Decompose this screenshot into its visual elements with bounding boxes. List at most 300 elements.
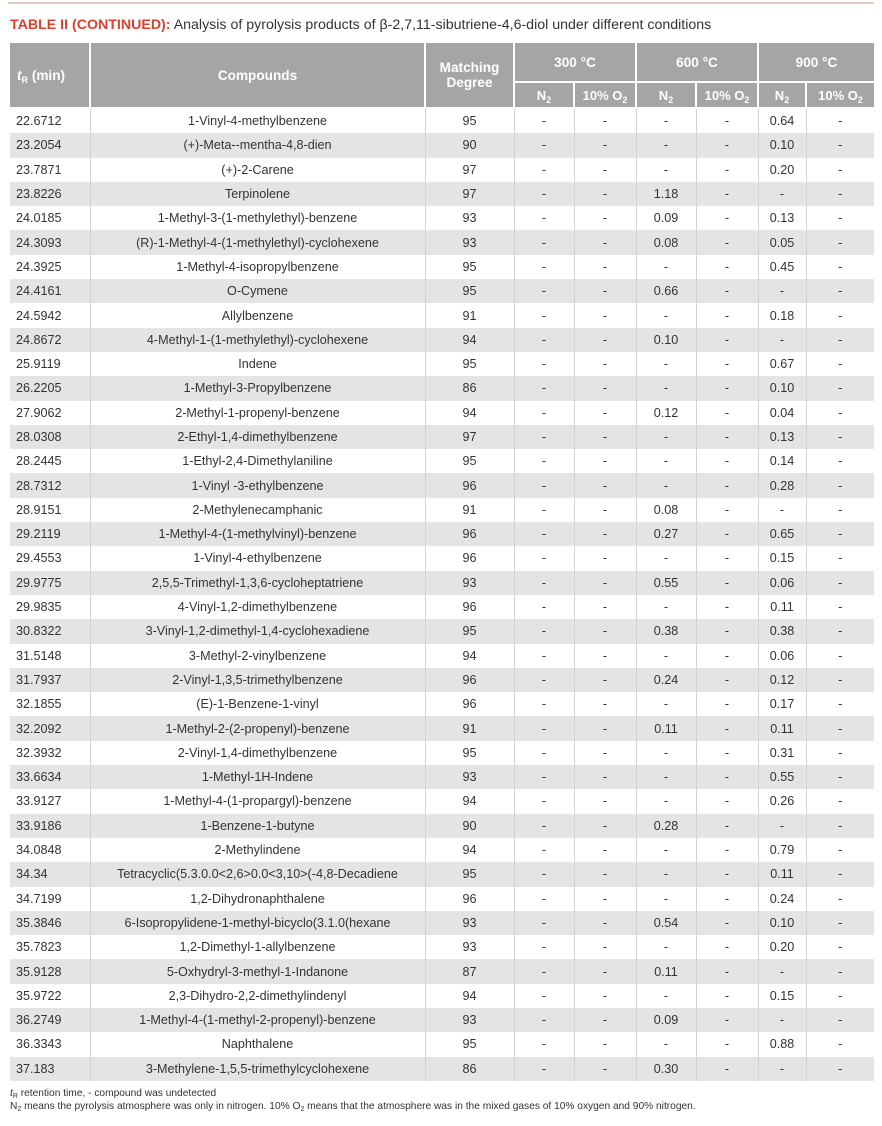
cell-600-o2: -	[696, 644, 758, 668]
table-row	[10, 352, 874, 376]
subheader-900-n2	[758, 82, 806, 108]
table-row	[10, 158, 874, 182]
cell-900-n2: 0.11	[758, 595, 806, 619]
cell-600-o2: -	[696, 741, 758, 765]
cell-matching-degree: 86	[425, 1057, 514, 1081]
cell-900-o2: -	[806, 182, 874, 206]
cell-600-n2: 0.55	[636, 571, 696, 595]
cell-matching-degree: 95	[425, 449, 514, 473]
cell-900-o2: -	[806, 255, 874, 279]
cell-retention-time: 29.9835	[10, 595, 90, 619]
cell-300-o2: -	[574, 862, 636, 886]
cell-900-n2: 0.45	[758, 255, 806, 279]
table-row	[10, 644, 874, 668]
fn-line2-text-a: means the pyrolysis atmosphere was only in nitrogen. 10% O	[21, 1101, 301, 1112]
cell-300-n2: -	[514, 911, 574, 935]
cell-900-o2: -	[806, 887, 874, 911]
cell-retention-time: 24.8672	[10, 328, 90, 352]
cell-300-o2: -	[574, 814, 636, 838]
matching-line2: Degree	[446, 75, 493, 90]
cell-compound: 1-Vinyl -3-ethylbenzene	[90, 473, 425, 497]
cell-300-o2: -	[574, 935, 636, 959]
cell-retention-time: 24.3093	[10, 230, 90, 254]
table-row	[10, 595, 874, 619]
cell-retention-time: 33.9127	[10, 789, 90, 813]
cell-retention-time: 24.3925	[10, 255, 90, 279]
cell-600-o2: -	[696, 765, 758, 789]
cell-900-n2: 0.20	[758, 158, 806, 182]
table-row	[10, 328, 874, 352]
cell-retention-time: 27.9062	[10, 401, 90, 425]
cell-600-o2: -	[696, 571, 758, 595]
cell-compound: 2,5,5-Trimethyl-1,3,6-cycloheptatriene	[90, 571, 425, 595]
cell-300-n2: -	[514, 473, 574, 497]
cell-retention-time: 31.5148	[10, 644, 90, 668]
cell-900-o2: -	[806, 1057, 874, 1081]
cell-600-n2: -	[636, 862, 696, 886]
table-row	[10, 571, 874, 595]
cell-600-o2: -	[696, 984, 758, 1008]
cell-600-o2: -	[696, 182, 758, 206]
cell-matching-degree: 93	[425, 765, 514, 789]
cell-compound: 1-Vinyl-4-ethylbenzene	[90, 546, 425, 570]
cell-300-o2: -	[574, 595, 636, 619]
cell-600-n2: 0.11	[636, 959, 696, 983]
cell-900-o2: -	[806, 935, 874, 959]
cell-600-o2: -	[696, 1032, 758, 1056]
header-compounds: Compounds	[90, 43, 425, 108]
cell-matching-degree: 96	[425, 473, 514, 497]
cell-300-n2: -	[514, 741, 574, 765]
cell-retention-time: 23.8226	[10, 182, 90, 206]
cell-300-n2: -	[514, 1008, 574, 1032]
cell-600-o2: -	[696, 352, 758, 376]
cell-retention-time: 24.0185	[10, 206, 90, 230]
table-row	[10, 765, 874, 789]
table-body	[10, 108, 874, 1081]
subheader-base: 10% O	[818, 87, 858, 103]
table-row	[10, 1008, 874, 1032]
cell-retention-time: 26.2205	[10, 376, 90, 400]
table-row	[10, 1057, 874, 1081]
cell-compound: Naphthalene	[90, 1032, 425, 1056]
cell-compound: (E)-1-Benzene-1-vinyl	[90, 692, 425, 716]
cell-900-n2: 0.10	[758, 911, 806, 935]
cell-300-n2: -	[514, 133, 574, 157]
cell-600-o2: -	[696, 1008, 758, 1032]
cell-900-n2: 0.79	[758, 838, 806, 862]
table-row	[10, 887, 874, 911]
cell-600-o2: -	[696, 716, 758, 740]
cell-600-o2: -	[696, 814, 758, 838]
table-row	[10, 789, 874, 813]
cell-300-o2: -	[574, 133, 636, 157]
fn-tr-symbol: t	[10, 1088, 13, 1099]
cell-300-o2: -	[574, 401, 636, 425]
cell-compound: 1-Vinyl-4-methylbenzene	[90, 108, 425, 133]
cell-300-o2: -	[574, 838, 636, 862]
cell-300-n2: -	[514, 303, 574, 327]
cell-600-o2: -	[696, 887, 758, 911]
cell-600-o2: -	[696, 425, 758, 449]
cell-900-n2: -	[758, 959, 806, 983]
cell-retention-time: 23.7871	[10, 158, 90, 182]
cell-900-n2: -	[758, 814, 806, 838]
cell-900-o2: -	[806, 522, 874, 546]
cell-300-n2: -	[514, 595, 574, 619]
cell-matching-degree: 95	[425, 279, 514, 303]
cell-900-o2: -	[806, 838, 874, 862]
cell-300-o2: -	[574, 328, 636, 352]
cell-retention-time: 35.9722	[10, 984, 90, 1008]
cell-600-n2: 0.12	[636, 401, 696, 425]
cell-matching-degree: 97	[425, 425, 514, 449]
subheader-base: 10% O	[582, 87, 623, 103]
cell-600-o2: -	[696, 206, 758, 230]
cell-600-n2: -	[636, 108, 696, 133]
cell-900-o2: -	[806, 206, 874, 230]
cell-300-n2: -	[514, 935, 574, 959]
subheader-600-o2	[696, 82, 758, 108]
cell-300-o2: -	[574, 1008, 636, 1032]
cell-900-o2: -	[806, 473, 874, 497]
cell-retention-time: 35.3846	[10, 911, 90, 935]
table-row	[10, 692, 874, 716]
cell-300-o2: -	[574, 206, 636, 230]
cell-600-n2: 0.09	[636, 1008, 696, 1032]
cell-compound: Allylbenzene	[90, 303, 425, 327]
table-row	[10, 255, 874, 279]
cell-retention-time: 34.7199	[10, 887, 90, 911]
cell-compound: 1-Methyl-1H-Indene	[90, 765, 425, 789]
cell-300-o2: -	[574, 522, 636, 546]
table-row	[10, 206, 874, 230]
cell-600-o2: -	[696, 498, 758, 522]
cell-300-n2: -	[514, 887, 574, 911]
cell-900-n2: 0.88	[758, 1032, 806, 1056]
table-row	[10, 425, 874, 449]
cell-300-o2: -	[574, 668, 636, 692]
cell-compound: 1-Methyl-2-(2-propenyl)-benzene	[90, 716, 425, 740]
cell-300-n2: -	[514, 838, 574, 862]
cell-900-o2: -	[806, 595, 874, 619]
cell-900-n2: 0.28	[758, 473, 806, 497]
cell-600-n2: 0.54	[636, 911, 696, 935]
cell-matching-degree: 90	[425, 814, 514, 838]
cell-300-o2: -	[574, 1057, 636, 1081]
cell-900-n2: 0.26	[758, 789, 806, 813]
cell-300-o2: -	[574, 352, 636, 376]
cell-compound: 1-Methyl-4-(1-methylvinyl)-benzene	[90, 522, 425, 546]
cell-600-n2: 0.08	[636, 230, 696, 254]
cell-compound: 3-Methylene-1,5,5-trimethylcyclohexene	[90, 1057, 425, 1081]
cell-900-o2: -	[806, 984, 874, 1008]
cell-600-o2: -	[696, 595, 758, 619]
cell-600-n2: -	[636, 935, 696, 959]
cell-300-n2: -	[514, 425, 574, 449]
cell-600-o2: -	[696, 619, 758, 643]
cell-compound: Indene	[90, 352, 425, 376]
footnote-retention	[10, 1087, 876, 1100]
fn-tr-sub: R	[12, 1093, 18, 1100]
cell-retention-time: 33.6634	[10, 765, 90, 789]
cell-compound: 2,3-Dihydro-2,2-dimethylindenyl	[90, 984, 425, 1008]
cell-600-o2: -	[696, 959, 758, 983]
cell-900-n2: 0.10	[758, 376, 806, 400]
cell-retention-time: 34.0848	[10, 838, 90, 862]
cell-compound: 1-Methyl-3-Propylbenzene	[90, 376, 425, 400]
cell-retention-time: 22.6712	[10, 108, 90, 133]
cell-900-o2: -	[806, 741, 874, 765]
cell-300-n2: -	[514, 789, 574, 813]
cell-900-n2: 0.24	[758, 887, 806, 911]
cell-300-o2: -	[574, 473, 636, 497]
header-temp-300: 300 °C	[514, 43, 636, 82]
cell-900-n2: 0.64	[758, 108, 806, 133]
cell-matching-degree: 94	[425, 984, 514, 1008]
cell-600-o2: -	[696, 230, 758, 254]
cell-300-n2: -	[514, 108, 574, 133]
table-row	[10, 376, 874, 400]
cell-600-o2: -	[696, 862, 758, 886]
cell-compound: 1-Ethyl-2,4-Dimethylaniline	[90, 449, 425, 473]
cell-matching-degree: 97	[425, 182, 514, 206]
cell-compound: 1,2-Dimethyl-1-allylbenzene	[90, 935, 425, 959]
cell-300-n2: -	[514, 279, 574, 303]
cell-900-o2: -	[806, 376, 874, 400]
cell-300-o2: -	[574, 692, 636, 716]
cell-300-o2: -	[574, 644, 636, 668]
cell-600-n2: 0.27	[636, 522, 696, 546]
cell-matching-degree: 95	[425, 862, 514, 886]
cell-900-n2: 0.13	[758, 425, 806, 449]
cell-600-o2: -	[696, 108, 758, 133]
subheader-sub: 2	[546, 94, 552, 105]
cell-matching-degree: 95	[425, 352, 514, 376]
cell-300-n2: -	[514, 206, 574, 230]
cell-600-n2: 0.24	[636, 668, 696, 692]
cell-900-n2: 0.67	[758, 352, 806, 376]
fn-o-sub: 2	[300, 1106, 305, 1113]
cell-600-n2: -	[636, 133, 696, 157]
cell-300-o2: -	[574, 765, 636, 789]
cell-300-n2: -	[514, 1032, 574, 1056]
cell-300-o2: -	[574, 255, 636, 279]
cell-compound: (+)-2-Carene	[90, 158, 425, 182]
cell-retention-time: 32.2092	[10, 716, 90, 740]
cell-900-n2: 0.13	[758, 206, 806, 230]
cell-retention-time: 32.1855	[10, 692, 90, 716]
cell-300-n2: -	[514, 814, 574, 838]
subheader-300-o2	[574, 82, 636, 108]
subheader-base: N	[774, 87, 785, 103]
cell-300-o2: -	[574, 498, 636, 522]
cell-600-n2: -	[636, 449, 696, 473]
cell-600-o2: -	[696, 376, 758, 400]
tr-unit: (min)	[31, 67, 66, 83]
cell-matching-degree: 94	[425, 328, 514, 352]
cell-600-o2: -	[696, 546, 758, 570]
cell-retention-time: 25.9119	[10, 352, 90, 376]
cell-matching-degree: 94	[425, 838, 514, 862]
cell-retention-time: 29.9775	[10, 571, 90, 595]
cell-600-n2: -	[636, 352, 696, 376]
cell-matching-degree: 93	[425, 571, 514, 595]
cell-compound: 3-Methyl-2-vinylbenzene	[90, 644, 425, 668]
cell-900-n2: 0.15	[758, 984, 806, 1008]
footnote-atmosphere	[10, 1100, 876, 1113]
cell-900-o2: -	[806, 498, 874, 522]
table-row	[10, 838, 874, 862]
cell-600-o2: -	[696, 838, 758, 862]
cell-900-n2: 0.11	[758, 862, 806, 886]
cell-compound: 2-Ethyl-1,4-dimethylbenzene	[90, 425, 425, 449]
cell-900-n2: -	[758, 1057, 806, 1081]
cell-300-n2: -	[514, 328, 574, 352]
cell-compound: 4-Methyl-1-(1-methylethyl)-cyclohexene	[90, 328, 425, 352]
cell-600-o2: -	[696, 789, 758, 813]
cell-retention-time: 28.9151	[10, 498, 90, 522]
cell-compound: Terpinolene	[90, 182, 425, 206]
header-temp-900: 900 °C	[758, 43, 874, 82]
cell-matching-degree: 95	[425, 1032, 514, 1056]
cell-900-o2: -	[806, 1032, 874, 1056]
cell-compound: 2-Vinyl-1,3,5-trimethylbenzene	[90, 668, 425, 692]
cell-retention-time: 23.2054	[10, 133, 90, 157]
cell-300-n2: -	[514, 571, 574, 595]
cell-600-n2: -	[636, 158, 696, 182]
cell-retention-time: 35.9128	[10, 959, 90, 983]
cell-600-n2: 0.38	[636, 619, 696, 643]
subheader-sub: 2	[744, 94, 750, 105]
cell-900-o2: -	[806, 959, 874, 983]
table-row	[10, 862, 874, 886]
cell-compound: O-Cymene	[90, 279, 425, 303]
cell-matching-degree: 91	[425, 303, 514, 327]
cell-600-n2: -	[636, 789, 696, 813]
header-matching-degree	[425, 43, 514, 108]
cell-300-n2: -	[514, 619, 574, 643]
subheader-600-n2	[636, 82, 696, 108]
cell-300-n2: -	[514, 182, 574, 206]
cell-300-o2: -	[574, 571, 636, 595]
cell-600-o2: -	[696, 303, 758, 327]
cell-300-n2: -	[514, 765, 574, 789]
table-label: TABLE II (CONTINUED):	[10, 17, 171, 33]
cell-900-o2: -	[806, 692, 874, 716]
cell-900-n2: 0.05	[758, 230, 806, 254]
cell-matching-degree: 94	[425, 644, 514, 668]
cell-300-n2: -	[514, 1057, 574, 1081]
cell-600-o2: -	[696, 401, 758, 425]
cell-matching-degree: 96	[425, 595, 514, 619]
cell-300-n2: -	[514, 546, 574, 570]
cell-900-n2: 0.38	[758, 619, 806, 643]
cell-compound: 6-Isopropylidene-1-methyl-bicyclo(3.1.0(hexane	[90, 911, 425, 935]
table-row	[10, 619, 874, 643]
cell-matching-degree: 90	[425, 133, 514, 157]
cell-900-o2: -	[806, 862, 874, 886]
cell-900-n2: 0.11	[758, 716, 806, 740]
cell-600-n2: -	[636, 741, 696, 765]
cell-matching-degree: 93	[425, 230, 514, 254]
cell-matching-degree: 97	[425, 158, 514, 182]
fn-n-sub: 2	[17, 1106, 22, 1113]
cell-300-o2: -	[574, 887, 636, 911]
cell-600-o2: -	[696, 473, 758, 497]
cell-900-n2: 0.31	[758, 741, 806, 765]
cell-300-n2: -	[514, 376, 574, 400]
tr-sub: R	[21, 74, 29, 85]
cell-300-n2: -	[514, 644, 574, 668]
cell-retention-time: 36.2749	[10, 1008, 90, 1032]
cell-compound: Tetracyclic(5.3.0.0<2,6>0.0<3,10>(-4,8-Decadiene	[90, 862, 425, 886]
cell-900-n2: 0.04	[758, 401, 806, 425]
cell-matching-degree: 95	[425, 108, 514, 133]
cell-900-o2: -	[806, 814, 874, 838]
cell-600-n2: -	[636, 303, 696, 327]
table-title: Analysis of pyrolysis products of β-2,7,11-sibutriene-4,6-diol under different conditions	[173, 17, 712, 33]
cell-300-n2: -	[514, 401, 574, 425]
cell-retention-time: 29.4553	[10, 546, 90, 570]
header-temp-600: 600 °C	[636, 43, 758, 82]
cell-600-n2: 1.18	[636, 182, 696, 206]
cell-900-n2: 0.17	[758, 692, 806, 716]
cell-900-n2: 0.20	[758, 935, 806, 959]
fn-n-base: N	[10, 1101, 18, 1112]
cell-300-o2: -	[574, 911, 636, 935]
cell-300-o2: -	[574, 1032, 636, 1056]
table-row	[10, 498, 874, 522]
cell-600-n2: -	[636, 984, 696, 1008]
cell-900-o2: -	[806, 619, 874, 643]
cell-300-o2: -	[574, 425, 636, 449]
cell-900-n2: 0.55	[758, 765, 806, 789]
cell-matching-degree: 95	[425, 741, 514, 765]
subheader-sub: 2	[622, 94, 628, 105]
cell-600-o2: -	[696, 255, 758, 279]
cell-compound: 4-Vinyl-1,2-dimethylbenzene	[90, 595, 425, 619]
cell-600-o2: -	[696, 522, 758, 546]
cell-600-o2: -	[696, 668, 758, 692]
cell-300-o2: -	[574, 158, 636, 182]
cell-matching-degree: 96	[425, 692, 514, 716]
cell-matching-degree: 94	[425, 401, 514, 425]
cell-300-n2: -	[514, 230, 574, 254]
cell-600-n2: 0.66	[636, 279, 696, 303]
cell-600-n2: -	[636, 644, 696, 668]
table-row	[10, 741, 874, 765]
fn-line2-text-b: means that the atmosphere was in the mixed gases of 10% oxygen and 90% nitrogen.	[304, 1101, 696, 1112]
cell-300-o2: -	[574, 108, 636, 133]
cell-900-o2: -	[806, 230, 874, 254]
cell-600-n2: -	[636, 692, 696, 716]
cell-compound: 1-Methyl-4-isopropylbenzene	[90, 255, 425, 279]
cell-300-n2: -	[514, 498, 574, 522]
table-row	[10, 230, 874, 254]
cell-compound: 1-Benzene-1-butyne	[90, 814, 425, 838]
cell-600-n2: -	[636, 887, 696, 911]
cell-600-n2: 0.28	[636, 814, 696, 838]
cell-900-n2: -	[758, 279, 806, 303]
cell-600-o2: -	[696, 133, 758, 157]
cell-600-n2: 0.11	[636, 716, 696, 740]
cell-300-n2: -	[514, 692, 574, 716]
cell-900-n2: 0.06	[758, 644, 806, 668]
cell-300-n2: -	[514, 668, 574, 692]
table-row	[10, 546, 874, 570]
cell-matching-degree: 96	[425, 522, 514, 546]
